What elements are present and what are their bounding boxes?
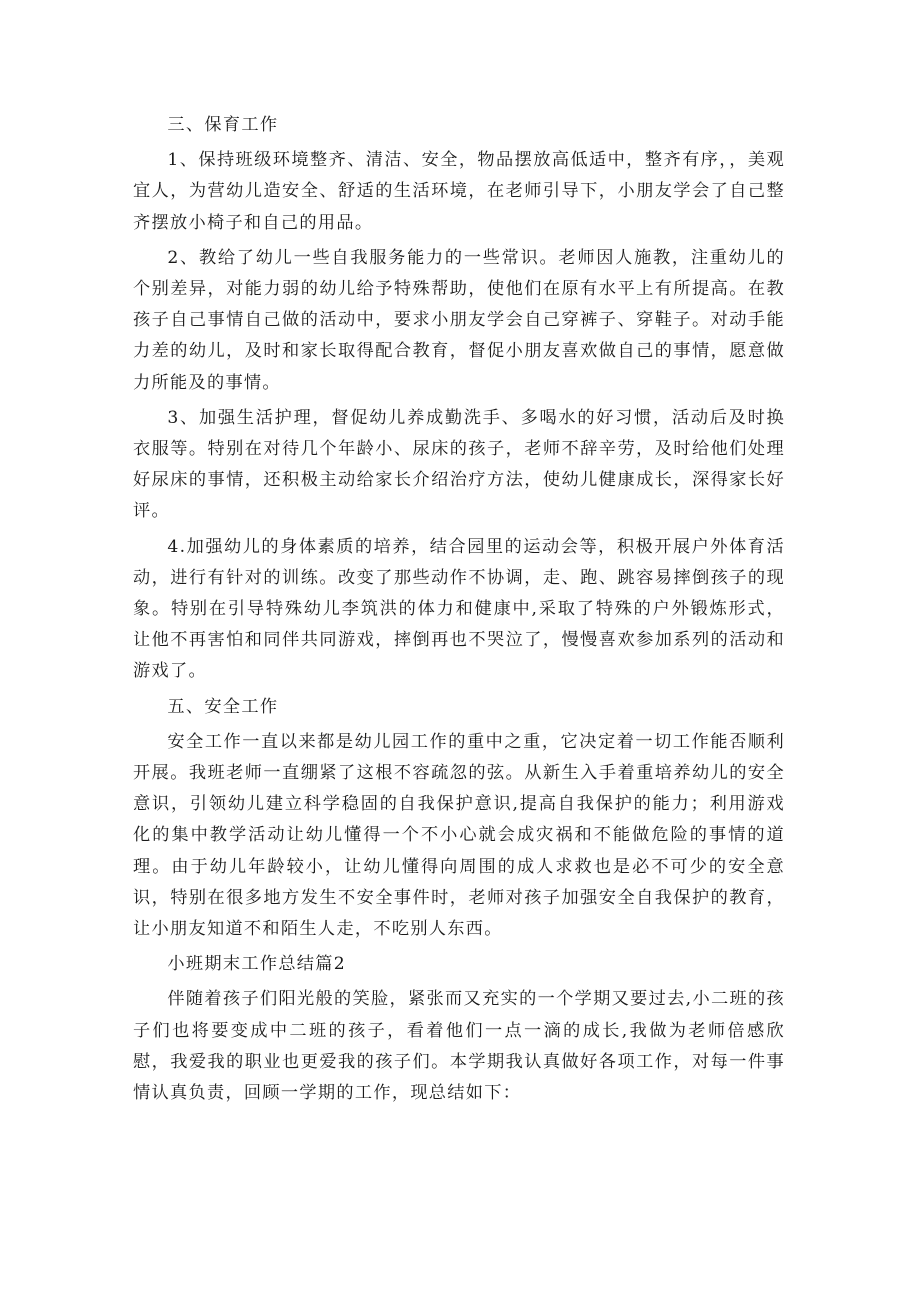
section-heading-childcare: 三、保育工作 [167, 115, 279, 135]
paragraph-item-2: 2、教给了幼儿一些自我服务能力的一些常识。老师因人施教，注重幼儿的个别差异，对能力弱的幼儿给予特殊帮助，使他们在原有水平上有所提高。在教孩子自己事情自己做的活动中，要求小朋友学会自己穿裤子、穿鞋子。对动手能力差的幼儿，及时和家长取得配合教育，督促小朋友喜欢做自己的事情，愿意做力所能及的事情。 [133, 247, 785, 393]
section-heading-safety: 五、安全工作 [167, 696, 279, 717]
paragraph-item-3: 3、加强生活护理，督促幼儿养成勤洗手、多喝水的好习惯，活动后及时换衣服等。特别在对待几个年龄小、尿床的孩子，老师不辞辛劳，及时给他们处理好尿床的事情，还积极主动给家长介绍治疗方法，使幼儿健康成长，深得家长好评。 [133, 407, 785, 522]
article-title: 小班期末工作总结篇2 [167, 954, 347, 975]
document-page [133, 110, 785, 1113]
paragraph-item-4: 4.加强幼儿的身体素质的培养，结合园里的运动会等，积极开展户外体育活动，进行有针对的训练。改变了那些动作不协调，走、跑、跳容易摔倒孩子的现象。特别在引导特殊幼儿李筑洪的体力和健康中,采取了特殊的户外锻炼形式，让他不再害怕和同伴共同游戏，摔倒再也不哭泣了，慢慢喜欢参加系列的活动和游戏了。 [133, 536, 785, 682]
paragraph-intro: 伴随着孩子们阳光般的笑脸，紧张而又充实的一个学期又要过去,小二班的孩子们也将要变成中二班的孩子，看着他们一点一滴的成长,我做为老师倍感欣慰，我爱我的职业也更爱我的孩子们。本学期我认真做好各项工作，对每一件事情认真负责，回顾一学期的工作，现总结如下： [133, 989, 785, 1104]
paragraph-safety: 安全工作一直以来都是幼儿园工作的重中之重，它决定着一切工作能否顺利开展。我班老师一直绷紧了这根不容疏忽的弦。从新生入手着重培养幼儿的安全意识，引领幼儿建立科学稳固的自我保护意识,提高自我保护的能力；利用游戏化的集中教学活动让幼儿懂得一个不小心就会成灾祸和不能做危险的事情的道理。由于幼儿年龄较小，让幼儿懂得向周围的成人求救也是必不可少的安全意识，特别在很多地方发生不安全事件时，老师对孩子加强安全自我保护的教育，让小朋友知道不和陌生人走，不吃别人东西。 [133, 731, 785, 940]
paragraph-item-1: 1、保持班级环境整齐、清洁、安全，物品摆放高低适中，整齐有序，，美观宜人，为营幼儿造安全、舒适的生活环境，在老师引导下，小朋友学会了自己整齐摆放小椅子和自己的用品。 [133, 150, 785, 233]
